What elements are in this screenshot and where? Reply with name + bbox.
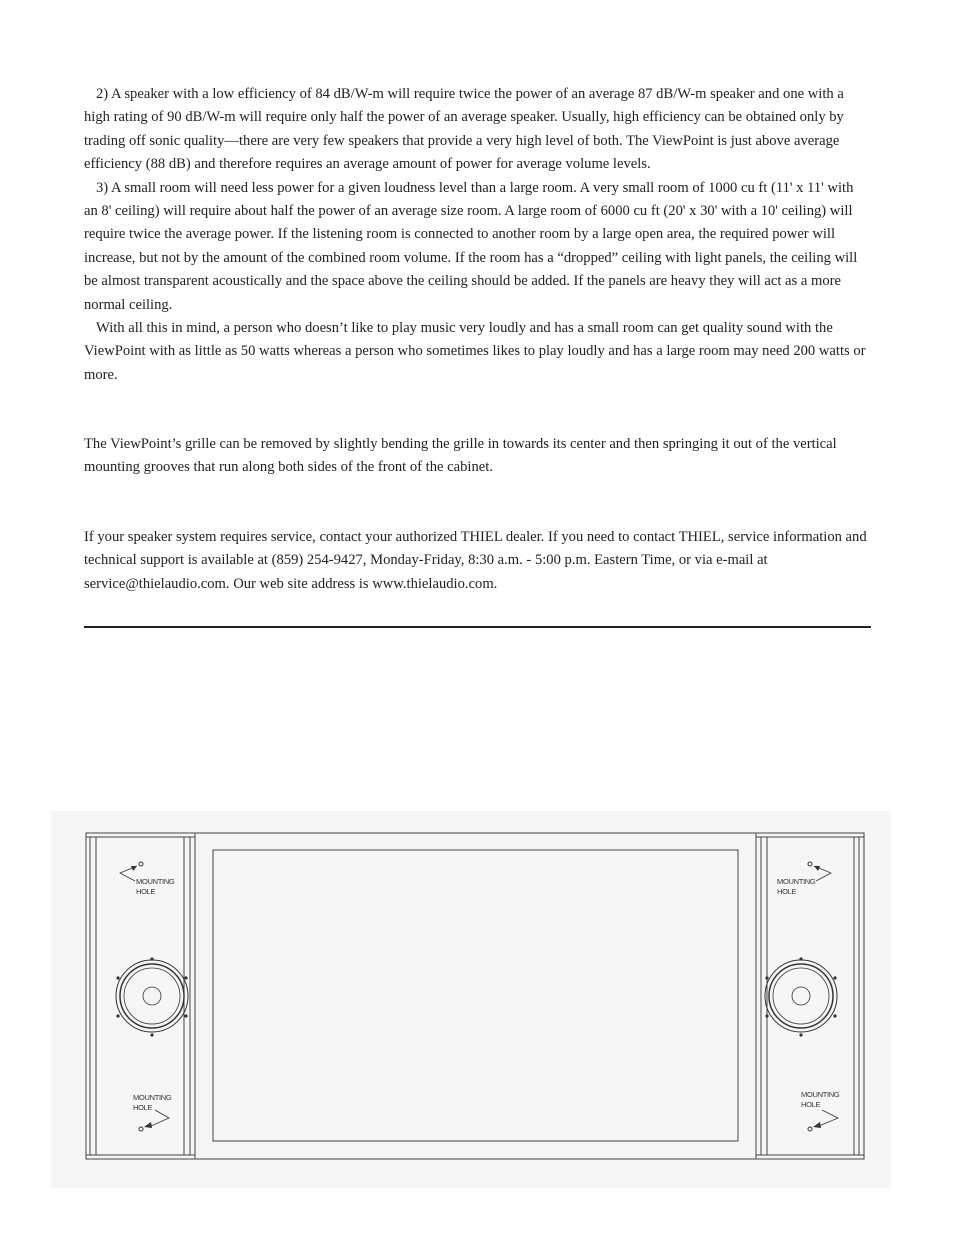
label-mounting-3: MOUNTING: [133, 1093, 172, 1102]
paragraph-grille: The ViewPoint’s grille can be removed by slightly bending the grille in towards its center and then springing it out of the vertical mounting grooves that run along both sides of the front of the cabinet.: [84, 436, 837, 476]
label-hole-4: HOLE: [801, 1100, 821, 1109]
mounting-hole-top-right: [777, 862, 831, 896]
paragraph-efficiency: 2) A speaker with a low efficiency of 84 dB/W-m will require twice the power of an average 87 dB/W-m speaker and one with a high rating of 90 dB/W-m will require only half the power of an average speaker. Usually, high efficiency can be obtained only by trading off sonic quality—there are very few speakers that provide a very high level of both. The ViewPoint is just above average efficiency (88 dB) and therefore requires an average amount of power for average volume levels.: [84, 86, 844, 173]
grille-section: [84, 433, 870, 480]
label-mounting-2: MOUNTING: [777, 877, 816, 886]
cabinet-outline: [195, 833, 756, 1159]
speaker-drawing: [51, 811, 891, 1188]
paragraph-summary: With all this in mind, a person who doesn’t like to play music very loudly and has a small room can get quality sound with the ViewPoint with as little as 50 watts whereas a person who sometimes likes to play loudly and has a large room may need 200 watts or more.: [84, 320, 866, 383]
right-driver: [765, 960, 837, 1032]
label-hole-3: HOLE: [133, 1103, 153, 1112]
label-mounting-4: MOUNTING: [801, 1090, 840, 1099]
service-section: [84, 526, 870, 596]
power-requirements-text: [84, 83, 870, 387]
mounting-hole-bottom-left: [133, 1093, 172, 1131]
label-mounting-1: MOUNTING: [136, 877, 175, 886]
speaker-front-diagram: [51, 811, 891, 1188]
mounting-hole-top-left: [120, 862, 175, 896]
mounting-hole-bottom-right: [801, 1090, 840, 1131]
section-divider: [84, 626, 871, 628]
paragraph-room-size: 3) A small room will need less power for a given loudness level than a large room. A very small room of 1000 cu ft (11' x 11' with an 8' ceiling) will require about half the power of an average size room. A large room of 6000 cu ft (20' x 30' with a 10' ceiling) will require twice the average power. If the listening room is connected to another room by a large open area, the required power will increase, but not by the amount of the combined room volume. If the room has a “dropped” ceiling with light panels, the ceiling will be almost transparent acoustically and the space above the ceiling should be added. If the panels are heavy they will act as a more normal ceiling.: [84, 179, 858, 313]
grille-panel: [213, 850, 738, 1141]
label-hole-1: HOLE: [136, 887, 156, 896]
paragraph-service: If your speaker system requires service, contact your authorized THIEL dealer. If you need to contact THIEL, service information and technical support is available at (859) 254-9427, Monday-Friday, 8:30 a.m. - 5:00 p.m. Eastern Time, or via e-mail at service@thielaudio.com. Our web site address is www.thielaudio.com.: [84, 529, 867, 592]
label-hole-2: HOLE: [777, 887, 797, 896]
left-driver: [116, 960, 188, 1032]
